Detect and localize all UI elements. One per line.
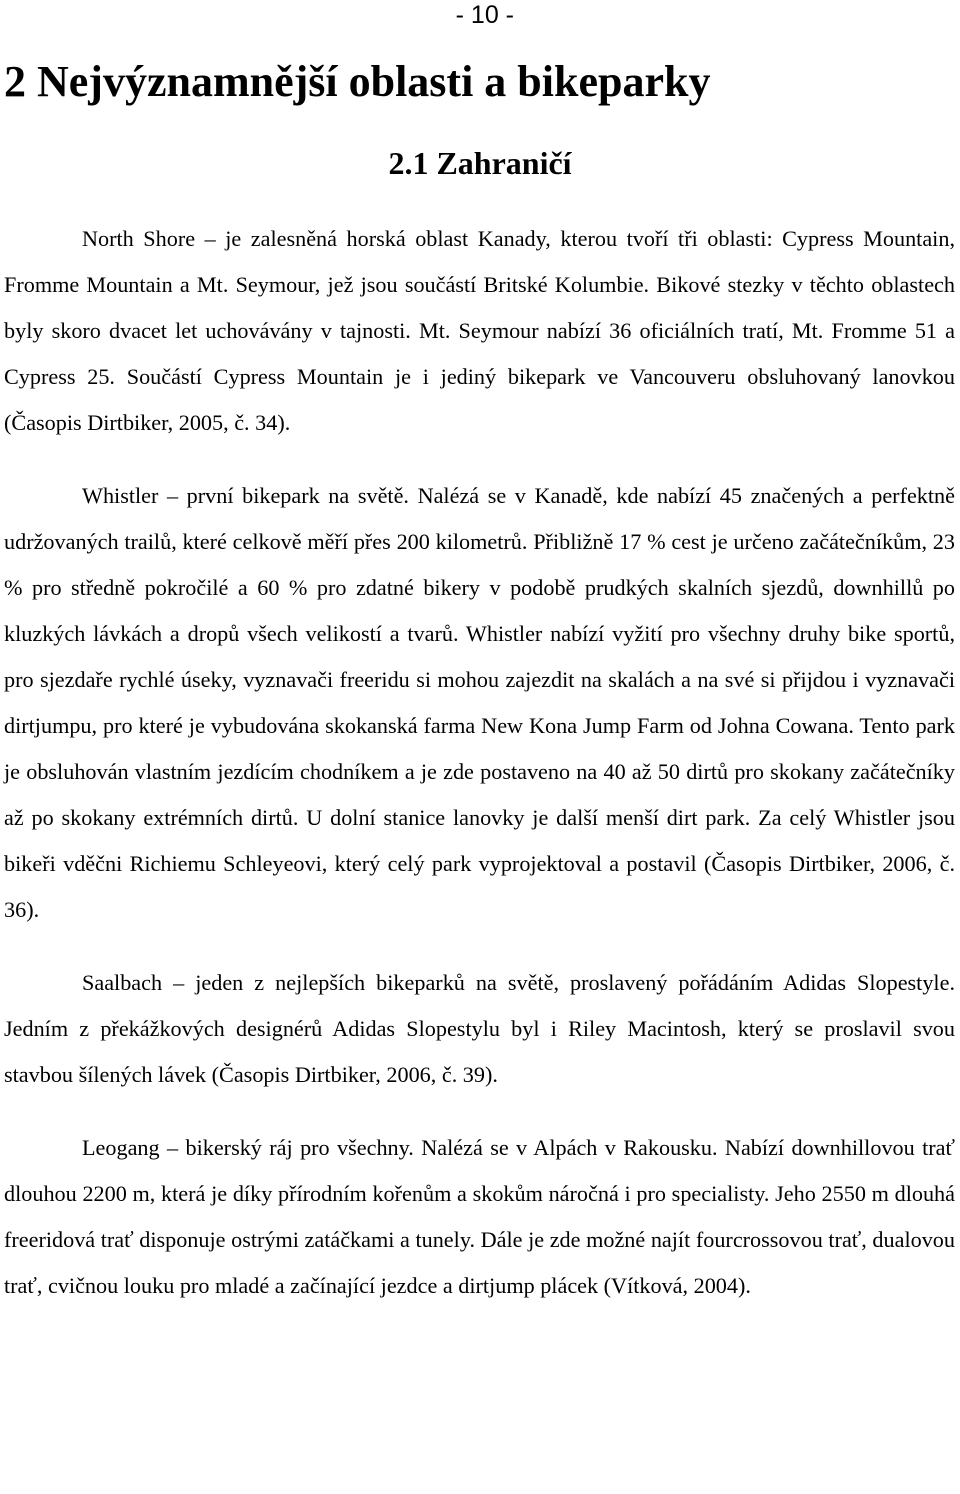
page-number: - 10 - [455, 1, 514, 29]
paragraph-leogang: Leogang – bikerský ráj pro všechny. Nalézá se v Alpách v Rakousku. Nabízí downhillovou trať dlouhou 2200 m, která je díky přírodním kořenům a skokům náročná i pro specialisty. Jeho 2550 m dlouhá freeridová trať disponuje ostrými zatáčkami a tunely. Dále je zde možné najít fourcrossovou trať, dualovou trať, cvičnou louku pro mladé a začínající jezdce a dirtjump plácek (Vítková, 2004). [4, 1135, 955, 1298]
section-title: 2.1 Zahraničí [388, 145, 572, 181]
chapter-title: 2 Nejvýznamnější oblasti a bikeparky [4, 57, 711, 106]
body-text [4, 216, 955, 1309]
paragraph-north-shore: North Shore – je zalesněná horská oblast Kanady, kterou tvoří tři oblasti: Cypress Mountain, Fromme Mountain a Mt. Seymour, jež jsou součástí Britské Kolumbie. Bikové stezky v těchto oblastech byly skoro dvacet let uchovávány v tajnosti. Mt. Seymour nabízí 36 oficiálních tratí, Mt. Fromme 51 a Cypress 25. Součástí Cypress Mountain je i jediný bikepark ve Vancouveru obsluhovaný lanovkou (Časopis Dirtbiker, 2005, č. 34). [4, 226, 955, 435]
paragraph-whistler: Whistler – první bikepark na světě. Nalézá se v Kanadě, kde nabízí 45 značených a perfektně udržovaných trailů, které celkově měří přes 200 kilometrů. Přibližně 17 % cest je určeno začátečníkům, 23 % pro středně pokročilé a 60 % pro zdatné bikery v podobě prudkých skalních sjezdů, downhillů po kluzkých lávkách a dropů všech velikostí a tvarů. Whistler nabízí vyžití pro všechny druhy bike sportů, pro sjezdaře rychlé úseky, vyznavači freeridu si mohou zajezdit na skalách a na své si přijdou i vyznavači dirtjumpu, pro které je vybudována skokanská farma New Kona Jump Farm od Johna Cowana. Tento park je obsluhován vlastním jezdícím chodníkem a je zde postaveno na 40 až 50 dirtů pro skokany začátečníky až po skokany extrémních dirtů. U dolní stanice lanovky je další menší dirt park. Za celý Whistler jsou bikeři vděčni Richiemu Schleyeovi, který celý park vyprojektoval a postavil (Časopis Dirtbiker, 2006, č. 36). [4, 483, 955, 922]
paragraph-saalbach: Saalbach – jeden z nejlepších bikeparků na světě, proslavený pořádáním Adidas Slopestyle. Jedním z překážkových designérů Adidas Slopestylu byl i Riley Macintosh, který se proslavil svou stavbou šílených lávek (Časopis Dirtbiker, 2006, č. 39). [4, 970, 955, 1087]
